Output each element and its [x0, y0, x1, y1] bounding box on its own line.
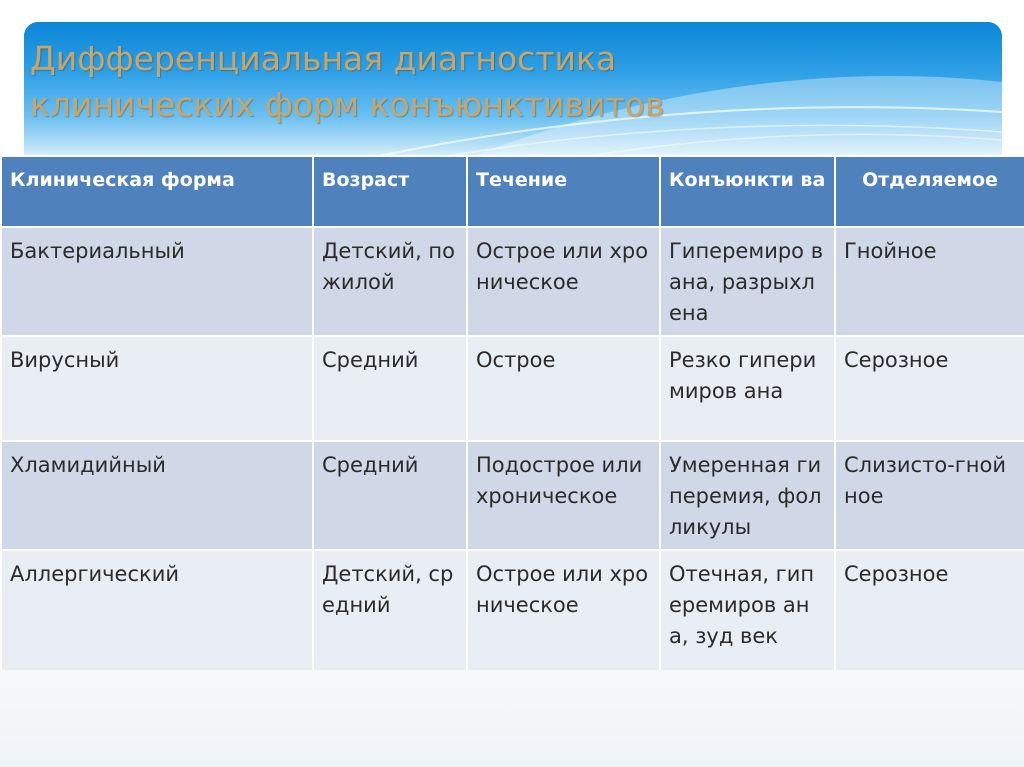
table-row — [1, 336, 1024, 441]
header-clinical-form: Клиническая форма — [1, 156, 313, 227]
cell-course: Острое — [467, 336, 660, 441]
cell-course: Острое или хроническое — [467, 550, 660, 684]
header-conjunctiva: Конъюнкти ва — [660, 156, 835, 227]
slide-title — [30, 36, 664, 128]
cell-course: Подострое или хроническое — [467, 441, 660, 550]
cell-age: Средний — [313, 336, 467, 441]
cell-clinical-form: Бактериальный — [1, 227, 313, 336]
slide-footer-area — [0, 670, 1024, 767]
cell-discharge: Серозное — [835, 550, 1024, 684]
cell-conjunctiva: Отечная, гиперемиров ана, зуд век — [660, 550, 835, 684]
cell-discharge: Серозное — [835, 336, 1024, 441]
cell-age: Детский, пожилой — [313, 227, 467, 336]
table-header-row — [1, 156, 1024, 227]
cell-conjunctiva: Гиперемиро вана, разрыхлена — [660, 227, 835, 336]
cell-age: Детский, средний — [313, 550, 467, 684]
header-discharge: Отделяемое — [835, 156, 1024, 227]
slide-title-line-1: Дифференциальная диагностика — [30, 39, 617, 78]
cell-conjunctiva: Умеренная гиперемия, фолликулы — [660, 441, 835, 550]
cell-discharge: Гнойное — [835, 227, 1024, 336]
cell-clinical-form: Хламидийный — [1, 441, 313, 550]
cell-conjunctiva: Резко гиперимиров ана — [660, 336, 835, 441]
header-age: Возраст — [313, 156, 467, 227]
cell-discharge: Слизисто-гнойное — [835, 441, 1024, 550]
table-row — [1, 550, 1024, 684]
cell-age: Средний — [313, 441, 467, 550]
diagnosis-table — [0, 155, 1024, 685]
table-row — [1, 441, 1024, 550]
table-row — [1, 227, 1024, 336]
cell-clinical-form: Аллергический — [1, 550, 313, 684]
slide-title-line-2: клинических форм конъюнктивитов — [30, 85, 665, 124]
cell-course: Острое или хроническое — [467, 227, 660, 336]
cell-clinical-form: Вирусный — [1, 336, 313, 441]
header-course: Течение — [467, 156, 660, 227]
